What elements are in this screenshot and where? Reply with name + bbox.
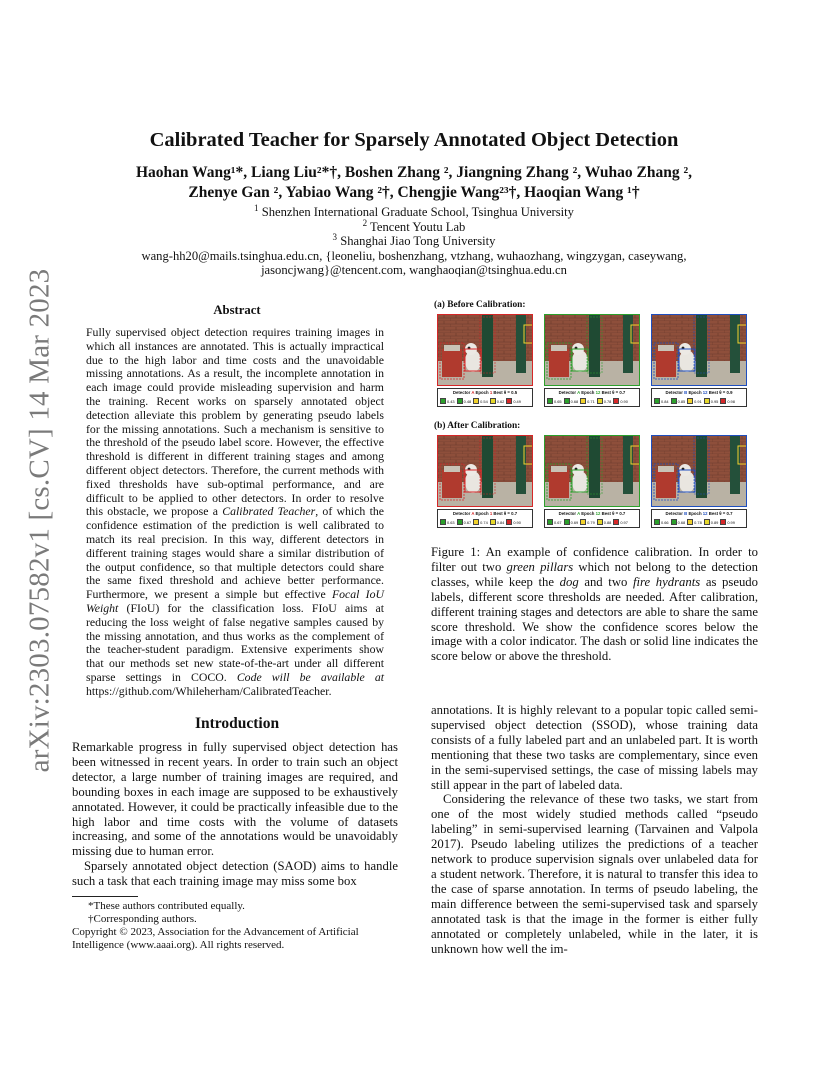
score-value: 0.84 bbox=[496, 519, 505, 525]
score-value: 0.68 bbox=[570, 398, 579, 404]
score-entry bbox=[613, 519, 628, 525]
color-swatch bbox=[704, 398, 710, 404]
figure-thumbnail bbox=[651, 314, 747, 407]
score-entry bbox=[704, 398, 719, 404]
figure-thumbnail bbox=[544, 435, 640, 528]
color-swatch bbox=[457, 519, 463, 525]
color-swatch bbox=[440, 519, 446, 525]
score-entry bbox=[580, 519, 595, 525]
score-entry bbox=[580, 398, 595, 404]
color-swatch bbox=[671, 519, 677, 525]
color-swatch bbox=[564, 398, 570, 404]
author-list bbox=[90, 163, 738, 203]
score-value: 0.65 bbox=[554, 398, 562, 404]
author-line-1: Haohan Wang¹*, Liang Liu²*†, Boshen Zhang ², Jiangning Zhang ², Wuhao Zhang ², bbox=[135, 164, 693, 181]
score-value: 0.95 bbox=[710, 398, 719, 404]
score-value: 0.71 bbox=[587, 398, 595, 404]
score-value: 0.67 bbox=[463, 519, 472, 525]
score-entry bbox=[506, 398, 521, 404]
score-value: 0.74 bbox=[480, 519, 488, 525]
footnote-equal-contribution: *These authors contributed equally. bbox=[88, 900, 245, 912]
affiliations bbox=[60, 202, 768, 278]
affiliation-1: $^1$ Shenzhen International Graduate School, Tsinghua University bbox=[254, 202, 574, 219]
score-value: 0.91 bbox=[694, 398, 702, 404]
legend-title: Detector A Epoch 1 Best θ = 0.5 bbox=[452, 390, 518, 395]
example-photo bbox=[544, 314, 640, 386]
abstract-text: Fully supervised object detection requires training images in which all instances are annotated. This is actually impractical due to the high labor and time costs and the unavoidable missing annotations. As a result, the incomplete annotation in each image could provide misleading supervision and harm the training. Recent works on sparsely annotated object detection alleviate this problem by generating pseudo labels for the missing annotations. Such a mechanism is sensitive to the threshold of the pseudo label score. However, the effective threshold is different in different training stages and among different object detectors. Therefore, the current methods with fixed thresholds have sub-optimal performance, and are difficult to be applied to other detectors. In order to resolve this obstacle, we propose a Calibrated Teacher, of which the confidence estimation of the prediction is well calibrated to match its real precision. In this way, different detectors in different training stages would share a similar distribution of the output confidence, so that multiple detectors could share the same fixed threshold and achieve better performance. Furthermore, we present a simple but effective Focal IoU Weight (FIoU) for the classification loss. FIoU aims at reducing the loss weight of false negative samples caused by the missing annotation, and thus works as the complement of the teacher-student paradigm. Extensive experiments show that our methods set new state-of-the-art under all different sparse settings in COCO. Code will be available at https://github.com/Whileherham/CalibratedTeacher. bbox=[86, 325, 384, 698]
score-entry bbox=[597, 398, 612, 404]
figure-1-caption: Figure 1: An example of confidence calibration. In order to filter out two green pillars which not belong to the detection classes, while keep the dog and two fire hydrants as pseudo labels, different score thresholds are needed. After calibration, different training stages and detectors are able to share the same score threshold. We show the confidence scores below the image with a color indicator. The dash or solid line indicates the score below or above the threshold. bbox=[431, 545, 758, 664]
score-value: 0.69 bbox=[570, 519, 579, 525]
color-swatch bbox=[440, 398, 446, 404]
example-photo bbox=[544, 435, 640, 507]
arxiv-stamp bbox=[20, 268, 60, 772]
score-value: 0.98 bbox=[727, 398, 735, 404]
score-value: 0.79 bbox=[587, 519, 595, 525]
figure-thumbnail bbox=[544, 314, 640, 407]
email-line-1: wang-hh20@mails.tsinghua.edu.cn, {leoneliu, boshenzhang, vtzhang, wuhaozhang, wingzygan, caseywang, bbox=[141, 248, 687, 263]
panel-b-label: (b) After Calibration: bbox=[434, 421, 521, 431]
score-entry bbox=[687, 398, 702, 404]
score-value: 0.90 bbox=[513, 519, 521, 525]
score-entry bbox=[564, 519, 579, 525]
score-entry bbox=[704, 519, 719, 525]
color-swatch bbox=[457, 398, 463, 404]
score-value: 0.68 bbox=[677, 519, 686, 525]
color-swatch bbox=[720, 398, 726, 404]
footnote-rule bbox=[72, 896, 138, 897]
score-value: 0.62 bbox=[496, 398, 505, 404]
legend-title: Detector A Epoch 1 Best θ = 0.7 bbox=[452, 511, 518, 516]
score-value: 0.85 bbox=[677, 398, 686, 404]
color-swatch bbox=[473, 398, 479, 404]
score-legend bbox=[544, 388, 640, 407]
score-value: 0.84 bbox=[661, 398, 669, 404]
score-value: 0.78 bbox=[603, 398, 612, 404]
color-swatch bbox=[687, 519, 693, 525]
color-swatch bbox=[613, 519, 619, 525]
score-entry bbox=[671, 398, 686, 404]
right-column-text bbox=[431, 703, 758, 956]
color-swatch bbox=[564, 519, 570, 525]
footnote-corresponding: †Corresponding authors. bbox=[88, 913, 197, 925]
legend-title: Detector A Epoch 12 Best θ = 0.7 bbox=[558, 511, 626, 516]
score-legend bbox=[651, 509, 747, 528]
color-swatch bbox=[490, 398, 496, 404]
score-value: 0.49 bbox=[513, 398, 521, 404]
abstract-heading: Abstract bbox=[213, 303, 261, 317]
color-swatch bbox=[613, 398, 619, 404]
color-swatch bbox=[597, 519, 603, 525]
score-entry bbox=[547, 519, 562, 525]
score-entry bbox=[457, 398, 472, 404]
color-swatch bbox=[506, 398, 512, 404]
intro-paragraph-1: Remarkable progress in fully supervised object detection has been witnessed in recent years. In order to train such an object detector, a large number of training images are required, and bounding boxes in each image are supposed to be exhaustively annotated. However, it could be practically infeasible due to the high labor and time costs with the volume of datasets increasing, and some of the annotations would be unavoidably missing due to human error. bbox=[72, 740, 398, 859]
score-value: 0.97 bbox=[620, 519, 628, 525]
color-swatch bbox=[671, 398, 677, 404]
legend-title: Detector B Epoch 12 Best θ = 0.7 bbox=[665, 511, 733, 516]
score-value: 0.43 bbox=[447, 398, 455, 404]
score-value: 0.66 bbox=[661, 519, 669, 525]
score-entry bbox=[613, 398, 628, 404]
footnotes bbox=[72, 900, 402, 952]
score-value: 0.67 bbox=[554, 519, 562, 525]
copyright-notice: Copyright © 2023, Association for the Advancement of Artificial Intelligence (www.aaai.org). All rights reserved. bbox=[72, 926, 359, 951]
arxiv-id: arXiv:2303.07582v1 [cs.CV] 14 Mar 2023 bbox=[23, 268, 56, 772]
panel-a-label: (a) Before Calibration: bbox=[434, 300, 526, 310]
score-value: 0.88 bbox=[603, 519, 612, 525]
score-entry bbox=[473, 398, 488, 404]
score-entry bbox=[720, 398, 735, 404]
score-entry bbox=[597, 519, 612, 525]
score-entry bbox=[490, 398, 505, 404]
color-swatch bbox=[580, 519, 586, 525]
color-swatch bbox=[506, 519, 512, 525]
score-entry bbox=[440, 519, 455, 525]
score-entry bbox=[654, 398, 669, 404]
score-entry bbox=[547, 398, 562, 404]
score-entry bbox=[473, 519, 488, 525]
score-value: 0.63 bbox=[447, 519, 455, 525]
right-paragraph-1: annotations. It is highly relevant to a popular topic called semi-supervised object detection (SSOD), whose training data consists of a fully labeled part and an unlabeled part. It is worth mentioning that these two tasks are complementary, since even in the semi-supervised settings, the case of missing labels may still appear in the part of labeled data. bbox=[431, 703, 758, 792]
color-swatch bbox=[490, 519, 496, 525]
score-entry bbox=[687, 519, 702, 525]
color-swatch bbox=[654, 398, 660, 404]
score-entry bbox=[654, 519, 669, 525]
score-value: 0.99 bbox=[727, 519, 735, 525]
figure-thumbnail bbox=[437, 435, 533, 528]
author-line-2: Zhenye Gan ², Yabiao Wang ²†, Chengjie Wang²³†, Haoqian Wang ¹† bbox=[188, 184, 640, 201]
example-photo bbox=[651, 435, 747, 507]
score-entry bbox=[671, 519, 686, 525]
score-entry bbox=[457, 519, 472, 525]
score-value: 0.54 bbox=[480, 398, 488, 404]
color-swatch bbox=[720, 519, 726, 525]
color-swatch bbox=[654, 519, 660, 525]
intro-paragraph-2: Sparsely annotated object detection (SAOD) aims to handle such a task that each training image may miss some box bbox=[72, 859, 398, 889]
example-photo bbox=[651, 314, 747, 386]
score-entry bbox=[490, 519, 505, 525]
score-value: 0.90 bbox=[620, 398, 628, 404]
legend-title: Detector B Epoch 12 Best θ = 0.9 bbox=[665, 390, 733, 395]
score-legend bbox=[437, 388, 533, 407]
email-line-2: jasoncjwang}@tencent.com, wanghaoqian@tsinghua.edu.cn bbox=[261, 263, 567, 277]
color-swatch bbox=[580, 398, 586, 404]
score-value: 0.89 bbox=[710, 519, 719, 525]
score-legend bbox=[651, 388, 747, 407]
score-legend bbox=[437, 509, 533, 528]
affiliation-2: $^2$ Tencent Youtu Lab bbox=[362, 217, 466, 234]
figure-thumbnail bbox=[651, 435, 747, 528]
paper-title: Calibrated Teacher for Sparsely Annotated Object Detection bbox=[149, 129, 679, 151]
color-swatch bbox=[704, 519, 710, 525]
score-entry bbox=[506, 519, 521, 525]
score-value: 0.78 bbox=[694, 519, 702, 525]
color-swatch bbox=[547, 519, 553, 525]
score-entry bbox=[564, 398, 579, 404]
score-value: 0.48 bbox=[463, 398, 472, 404]
affiliation-3: $^3$ Shanghai Jiao Tong University bbox=[332, 231, 496, 248]
color-swatch bbox=[547, 398, 553, 404]
figure-thumbnail bbox=[437, 314, 533, 407]
score-legend bbox=[544, 509, 640, 528]
color-swatch bbox=[687, 398, 693, 404]
score-entry bbox=[720, 519, 735, 525]
example-photo bbox=[437, 314, 533, 386]
example-photo bbox=[437, 435, 533, 507]
introduction-text bbox=[72, 740, 398, 889]
legend-title: Detector A Epoch 12 Best θ = 0.7 bbox=[558, 390, 626, 395]
color-swatch bbox=[597, 398, 603, 404]
introduction-heading: Introduction bbox=[194, 715, 280, 732]
color-swatch bbox=[473, 519, 479, 525]
right-paragraph-2: Considering the relevance of these two tasks, we start from one of the most widely studied methods called “pseudo labeling” in semi-supervised learning (Tarvainen and Valpola 2017). Pseudo labeling utilizes the predictions of a teacher network to produce supervision signals over unlabeled data for a student network. Therefore, it is natural to transfer this idea to the case of sparse annotation. In terms of pseudo labeling, the main difference between the semi-supervised task and sparsely annotated task is that the image in the former is either fully annotated or completely unlabeled, while in the later, it is unknown how well the im- bbox=[431, 792, 758, 956]
score-entry bbox=[440, 398, 455, 404]
